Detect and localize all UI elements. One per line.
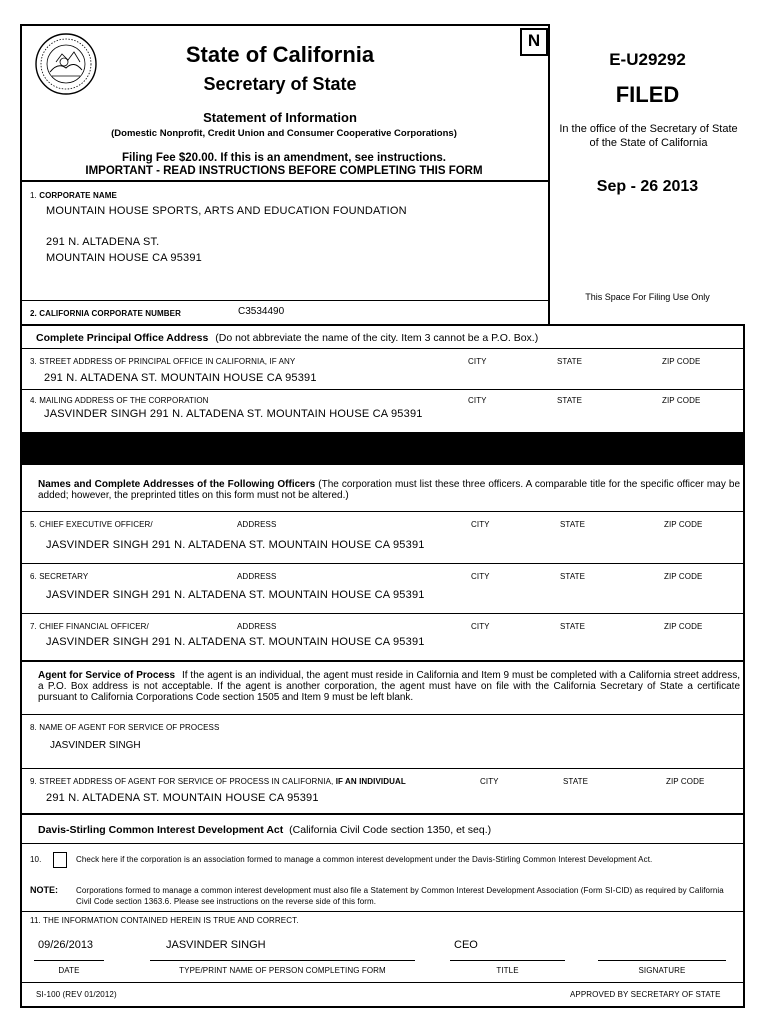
mailing-city-label: CITY — [468, 396, 487, 405]
certification-bottom-divider — [20, 982, 745, 983]
agent-state-label: STATE — [563, 777, 589, 786]
cfo-zip-label: ZIP CODE — [664, 622, 703, 631]
secretary-value: JASVINDER SINGH 291 N. ALTADENA ST. MOUNTAIN HOUSE CA 95391 — [46, 589, 425, 601]
agent-note: If the agent is an individual, the agent must reside in California and Item 9 must be completed with a California street address, a P.O. Box address is not acceptable. If the agent is another corporation, the agent must have on file with the California Secretary of State a certificate pursuant to California Corporations Code section 1505 and Item 9 must be left blank. — [38, 670, 741, 703]
state-title: State of California — [185, 42, 375, 67]
agent-city-label: CITY — [480, 777, 499, 786]
frame-right — [743, 324, 745, 1008]
filing-date: Sep - 26 2013 — [596, 178, 699, 195]
ceo-label: 5. CHIEF EXECUTIVE OFFICER/ — [30, 520, 153, 529]
important-note: IMPORTANT - READ INSTRUCTIONS BEFORE COMPLETING THIS FORM — [85, 165, 483, 177]
name-underline — [150, 960, 415, 961]
form-id: SI-100 (REV 01/2012) — [36, 990, 117, 999]
date-underline — [34, 960, 104, 961]
cfo-value: JASVINDER SINGH 291 N. ALTADENA ST. MOUNTAIN HOUSE CA 95391 — [46, 636, 425, 648]
secretary-state-label: STATE — [560, 572, 586, 581]
davis-note: (California Civil Code section 1350, et seq.) — [289, 824, 492, 836]
frame-top — [20, 24, 550, 26]
davis-header — [38, 824, 491, 836]
officers-note: (The corporation must list these three officers. A comparable title for the specific officer may be added; however, the preprinted titles on this form must not be altered.) — [38, 479, 740, 501]
davis-checkbox[interactable] — [53, 852, 67, 868]
signature-underline — [598, 960, 726, 961]
corporate-name-num: 1. — [30, 191, 37, 200]
ceo-divider — [20, 563, 745, 564]
filing-status: FILED — [615, 82, 680, 107]
agent-address-label-bold: IF AN INDIVIDUAL — [335, 777, 406, 786]
street-divider — [20, 389, 745, 390]
street-state-label: STATE — [557, 357, 583, 366]
section1-divider — [20, 300, 550, 301]
date-caption: DATE — [58, 966, 80, 975]
davis-item-num: 10. — [30, 855, 42, 864]
header-divider — [20, 180, 550, 182]
mailing-state-label: STATE — [557, 396, 583, 405]
name-caption: TYPE/PRINT NAME OF PERSON COMPLETING FORM — [179, 966, 386, 975]
street-zip-label: ZIP CODE — [662, 357, 701, 366]
corporate-number-label: 2. CALIFORNIA CORPORATE NUMBER — [30, 309, 181, 318]
corporate-number-value: C3534490 — [238, 306, 285, 317]
n-box-label: N — [527, 31, 541, 50]
agent-name-divider — [20, 768, 745, 769]
agent-header-divider — [20, 714, 745, 715]
secretary-zip-label: ZIP CODE — [664, 572, 703, 581]
secretary-city-label: CITY — [471, 572, 490, 581]
secretary-divider — [20, 613, 745, 614]
filing-number: E-U29292 — [609, 50, 686, 69]
street-address-value: 291 N. ALTADENA ST. MOUNTAIN HOUSE CA 95391 — [44, 372, 317, 384]
certification-name-value: JASVINDER SINGH — [166, 939, 266, 951]
redaction-bar — [20, 432, 745, 465]
davis-bottom-divider — [20, 911, 745, 912]
principal-header-divider — [20, 348, 745, 349]
agent-address-label-text: 9. STREET ADDRESS OF AGENT FOR SERVICE OF PROCESS IN CALIFORNIA, — [30, 777, 334, 786]
cfo-address-label: ADDRESS — [237, 622, 277, 631]
ceo-address-label: ADDRESS — [237, 520, 277, 529]
certification-date-value: 09/26/2013 — [38, 939, 94, 951]
ceo-state-label: STATE — [560, 520, 586, 529]
filing-office-note: In the office of the Secretary of State of the State of California — [559, 123, 738, 149]
ceo-value: JASVINDER SINGH 291 N. ALTADENA ST. MOUNTAIN HOUSE CA 95391 — [46, 539, 425, 551]
corporate-address-line2: MOUNTAIN HOUSE CA 95391 — [46, 252, 202, 264]
officers-title: Names and Complete Addresses of the Following Officers — [38, 479, 316, 490]
mailing-address-label: 4. MAILING ADDRESS OF THE CORPORATION — [30, 396, 209, 405]
agent-address-value: 291 N. ALTADENA ST. MOUNTAIN HOUSE CA 95391 — [46, 792, 319, 804]
agent-name-label: 8. NAME OF AGENT FOR SERVICE OF PROCESS — [30, 723, 220, 732]
ceo-city-label: CITY — [471, 520, 490, 529]
agent-bottom-divider — [20, 813, 745, 815]
street-address-label: 3. STREET ADDRESS OF PRINCIPAL OFFICE IN CALIFORNIA, IF ANY — [30, 357, 296, 366]
davis-note-label: NOTE: — [30, 885, 58, 895]
davis-header-divider — [20, 843, 745, 844]
davis-title: Davis-Stirling Common Interest Development Act — [38, 824, 284, 836]
agent-address-label — [30, 777, 406, 786]
officers-header-divider — [20, 511, 745, 512]
certification-label: 11. THE INFORMATION CONTAINED HEREIN IS TRUE AND CORRECT. — [30, 916, 299, 925]
state-seal-icon — [34, 32, 98, 96]
corporate-name-label — [30, 191, 117, 200]
mailing-address-value: JASVINDER SINGH 291 N. ALTADENA ST. MOUNTAIN HOUSE CA 95391 — [44, 408, 423, 420]
corporate-name-label-text: CORPORATE NAME — [39, 191, 117, 200]
statement-title: Statement of Information — [203, 110, 357, 125]
agent-zip-label: ZIP CODE — [666, 777, 705, 786]
filing-space-note: This Space For Filing Use Only — [585, 292, 710, 302]
secretary-label: 6. SECRETARY — [30, 572, 89, 581]
davis-check-text: Check here if the corporation is an association formed to manage a common interest development under the Davis-Stirling Common Interest Development Act. — [76, 855, 653, 864]
agent-title: Agent for Service of Process — [38, 670, 176, 681]
principal-title: Complete Principal Office Address — [36, 332, 209, 344]
signature-caption: SIGNATURE — [638, 966, 686, 975]
certification-title-value: CEO — [454, 939, 478, 951]
principal-header — [36, 332, 538, 344]
frame-bottom — [20, 1006, 745, 1008]
principal-note: (Do not abbreviate the name of the city. Item 3 cannot be a P.O. Box.) — [215, 332, 539, 344]
officers-header — [38, 479, 740, 501]
cfo-city-label: CITY — [471, 622, 490, 631]
title-underline — [450, 960, 565, 961]
section2-divider — [20, 324, 745, 326]
ceo-zip-label: ZIP CODE — [664, 520, 703, 529]
cfo-label: 7. CHIEF FINANCIAL OFFICER/ — [30, 622, 149, 631]
frame-left — [20, 24, 22, 1008]
mailing-zip-label: ZIP CODE — [662, 396, 701, 405]
filing-fee: Filing Fee $20.00. If this is an amendment, see instructions. — [121, 152, 446, 164]
street-city-label: CITY — [468, 357, 487, 366]
title-caption: TITLE — [496, 966, 519, 975]
office-title: Secretary of State — [203, 74, 357, 94]
statement-subtitle: (Domestic Nonprofit, Credit Union and Consumer Cooperative Corporations) — [111, 128, 457, 139]
secretary-address-label: ADDRESS — [237, 572, 277, 581]
corporate-name-value: MOUNTAIN HOUSE SPORTS, ARTS AND EDUCATION FOUNDATION — [46, 205, 407, 217]
agent-header — [38, 670, 740, 703]
cfo-state-label: STATE — [560, 622, 586, 631]
agent-name-value: JASVINDER SINGH — [50, 740, 141, 751]
officers-bottom-divider — [20, 660, 745, 662]
davis-note-text: Corporations formed to manage a common interest development must also file a Statement by Common Interest Development Association (Form SI-CID) as required by California Civil Code section 1363.6. Please see instructions on the reverse side of this form. — [76, 886, 724, 906]
approved-note: APPROVED BY SECRETARY OF STATE — [570, 990, 721, 999]
corporate-address-line1: 291 N. ALTADENA ST. — [46, 236, 160, 248]
